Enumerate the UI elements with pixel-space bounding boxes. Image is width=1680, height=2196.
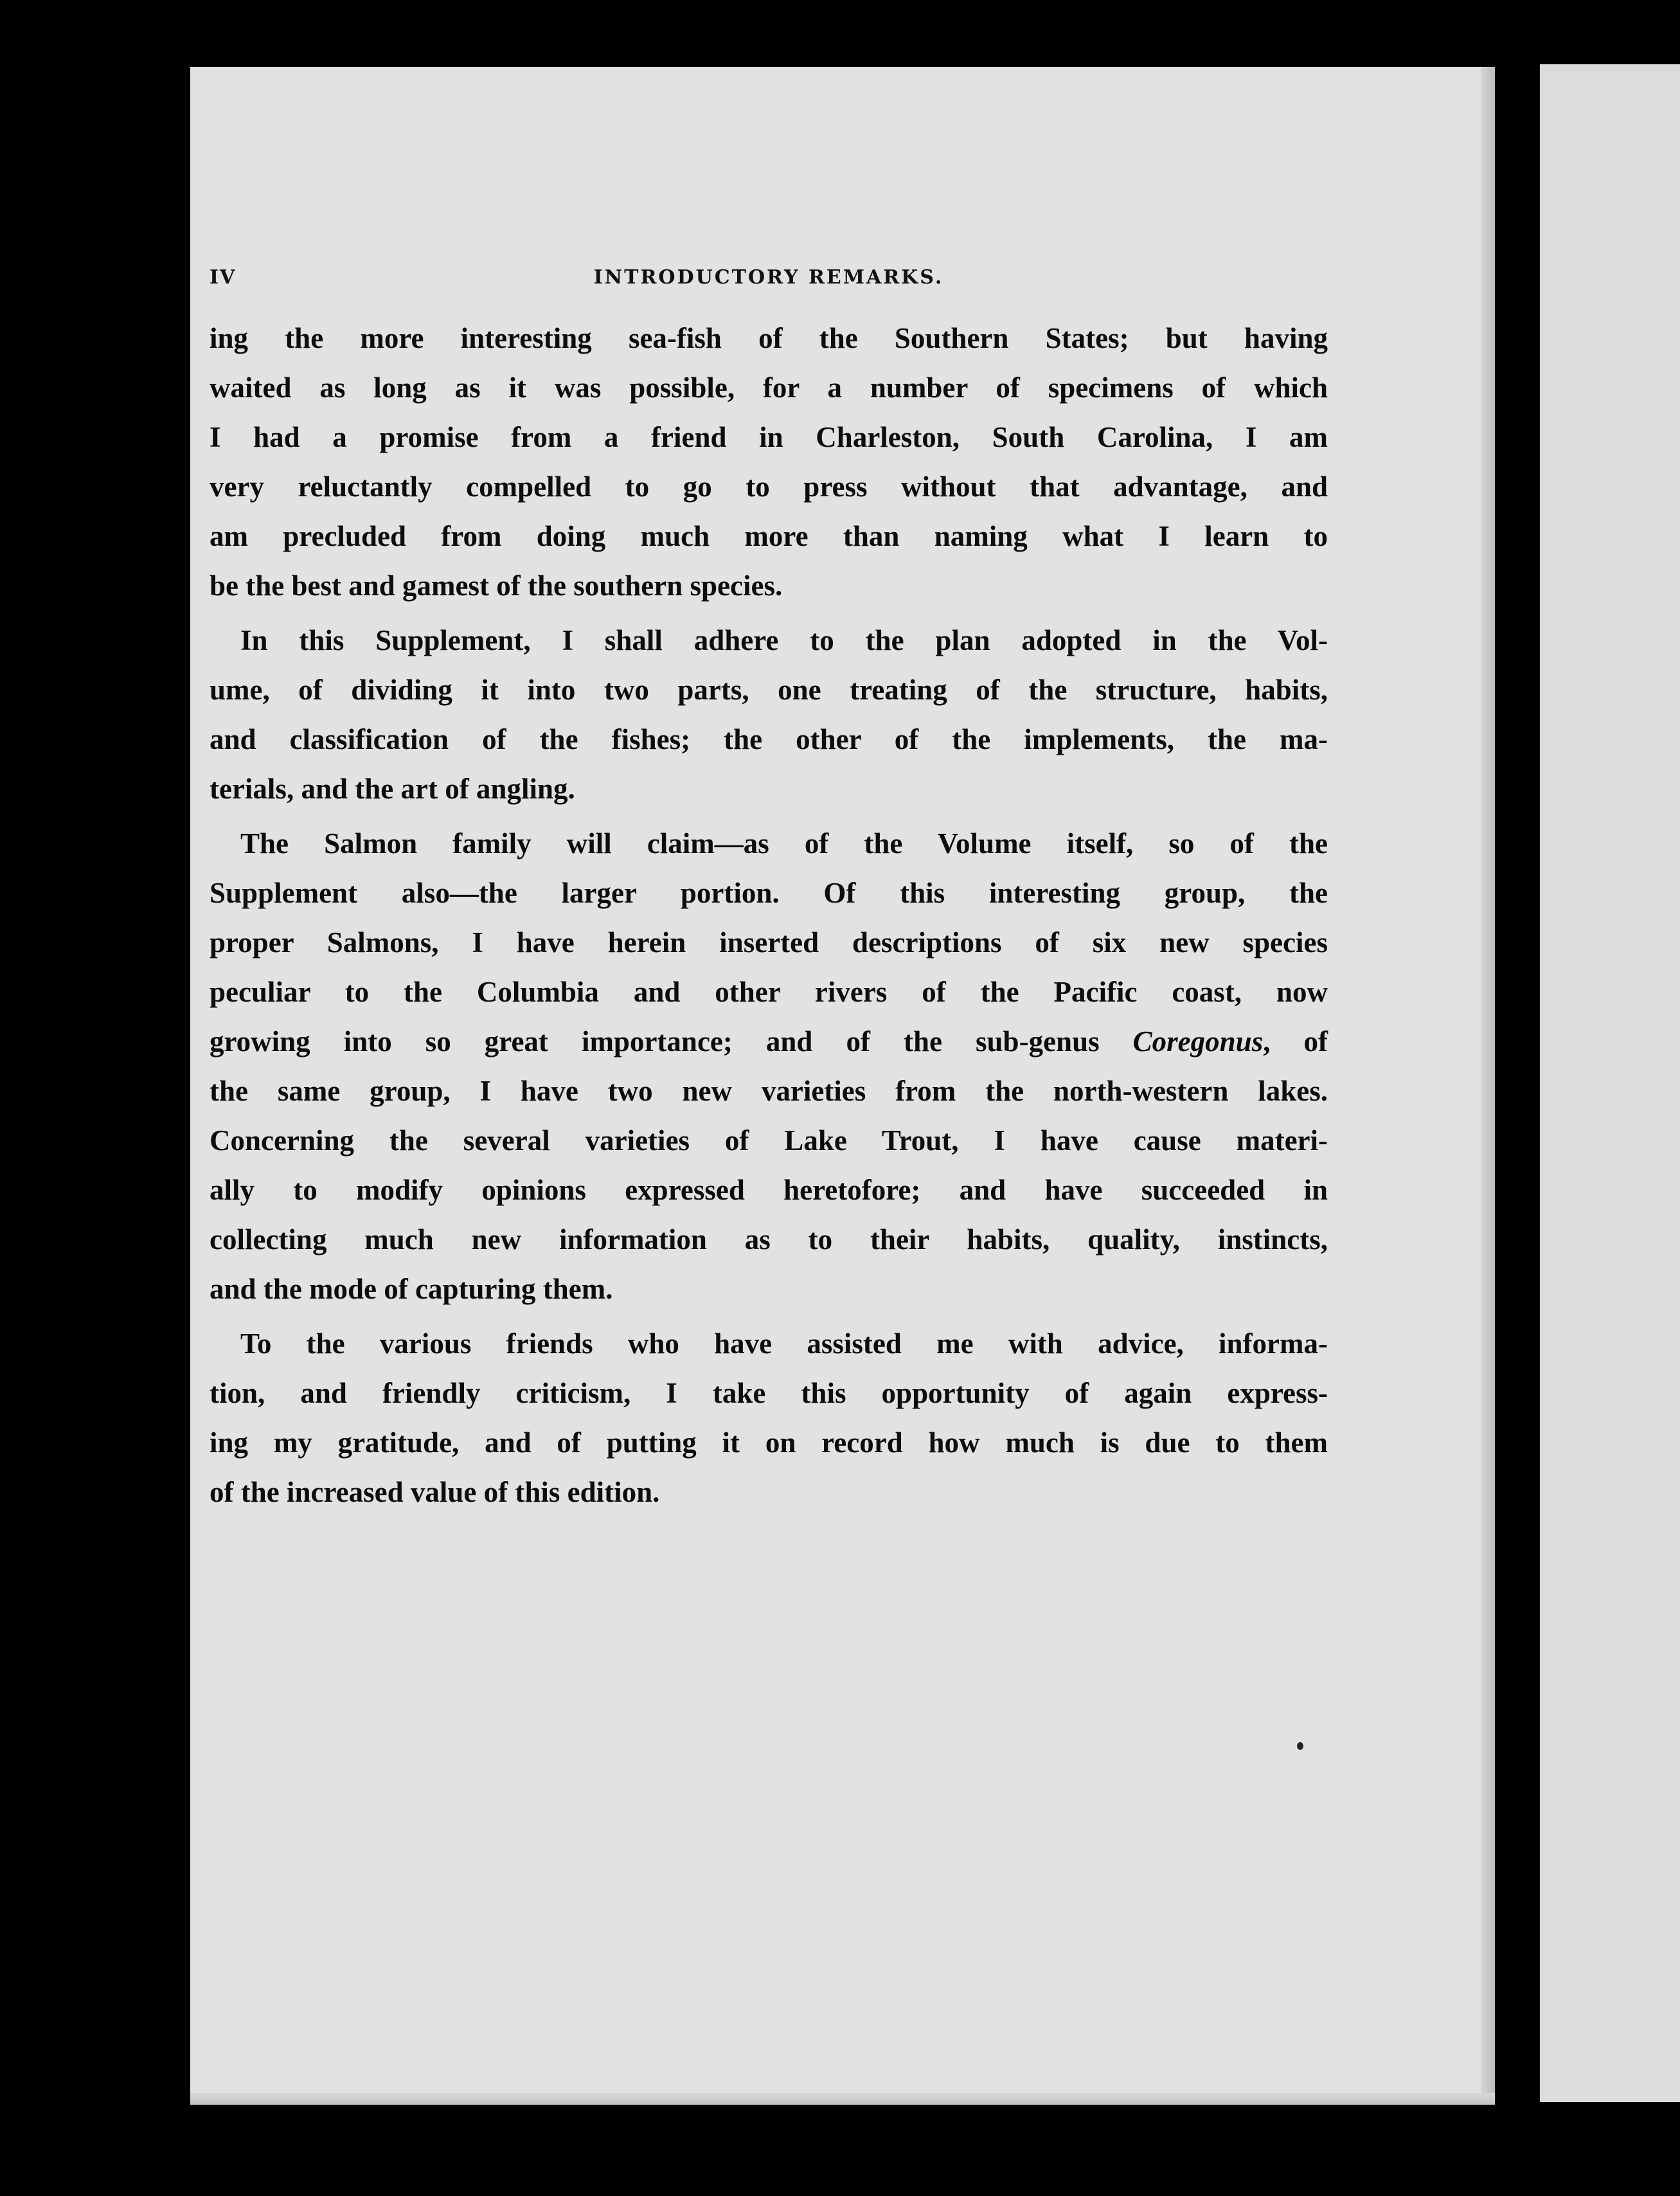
page-edge-shadow — [1481, 67, 1495, 2105]
text-line: peculiar to the Columbia and other rivers of the Pacific coast, now — [210, 976, 1328, 1008]
paragraph-4 — [210, 1319, 1328, 1517]
paragraph-2 — [210, 616, 1328, 814]
paragraph-3 — [210, 819, 1328, 1314]
text-line: and the mode of capturing them. — [210, 1273, 613, 1305]
text-line: ing the more interesting sea-fish of the Southern States; but having — [210, 322, 1328, 354]
text-line: ume, of dividing it into two parts, one treating of the structure, habits, — [210, 674, 1328, 706]
text-line: In this Supplement, I shall adhere to the plan adopted in the Vol- — [240, 624, 1328, 656]
text-line: and classification of the fishes; the other of the implements, the ma- — [210, 723, 1328, 755]
text-fragment: , of — [1263, 1025, 1328, 1058]
paragraph-1 — [210, 314, 1328, 611]
text-line: ally to modify opinions expressed heretofore; and have succeeded in — [210, 1174, 1328, 1206]
text-line: ing my gratitude, and of putting it on record how much is due to them — [210, 1426, 1328, 1459]
ink-speck — [1297, 1742, 1303, 1750]
body-text — [210, 314, 1328, 1522]
text-line: the same group, I have two new varieties from the north-western lakes. — [210, 1075, 1328, 1107]
text-line: I had a promise from a friend in Charleston, South Carolina, I am — [210, 421, 1328, 453]
text-line: of the increased value of this edition. — [210, 1476, 660, 1508]
running-head-title: INTRODUCTORY REMARKS. — [593, 266, 944, 289]
text-line: To the various friends who have assisted me with advice, informa- — [240, 1328, 1328, 1360]
text-line: waited as long as it was possible, for a number of specimens of which — [210, 372, 1328, 404]
text-line: collecting much new information as to their habits, quality, instincts, — [210, 1223, 1328, 1256]
text-line: be the best and gamest of the southern species. — [210, 570, 783, 602]
text-line: tion, and friendly criticism, I take this opportunity of again express- — [210, 1377, 1328, 1409]
text-line: terials, and the art of angling. — [210, 773, 575, 805]
facing-page-edge — [1540, 64, 1680, 2102]
text-line: The Salmon family will claim—as of the Volume itself, so of the — [240, 827, 1328, 860]
text-line: am precluded from doing much more than naming what I learn to — [210, 520, 1328, 552]
text-line: Concerning the several varieties of Lake Trout, I have cause materi- — [210, 1124, 1328, 1156]
text-line: very reluctantly compelled to go to press without that advantage, and — [210, 471, 1328, 503]
text-line-with-italic — [210, 1017, 1328, 1066]
text-line: proper Salmons, I have herein inserted descriptions of six new species — [210, 926, 1328, 959]
text-fragment: growing into so great importance; and of the sub-genus — [210, 1025, 1100, 1058]
text-line: Supplement also—the larger portion. Of this interesting group, the — [210, 877, 1328, 909]
italic-term: Coregonus — [1132, 1025, 1264, 1058]
page-bottom-shadow — [190, 2093, 1495, 2105]
page-number: IV — [210, 266, 237, 289]
running-head — [210, 266, 1328, 297]
